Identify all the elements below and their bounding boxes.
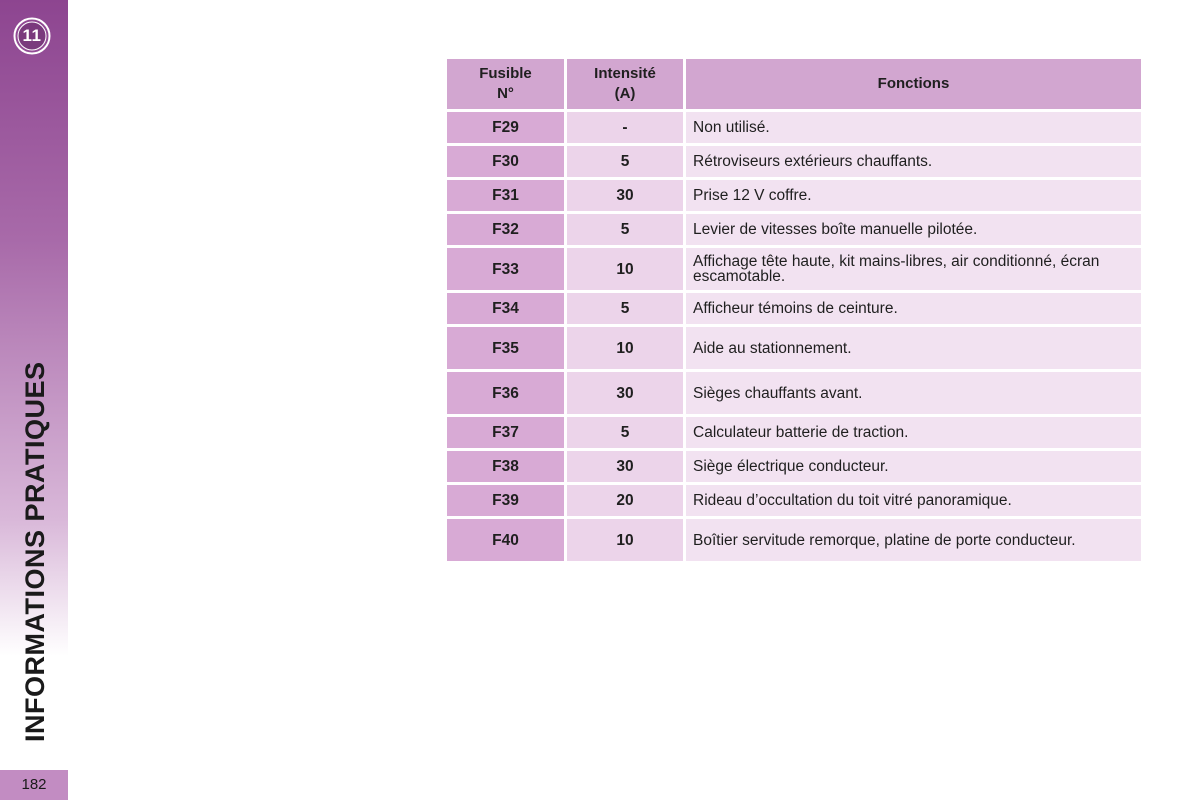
table-row xyxy=(447,372,1141,414)
table-header-row xyxy=(447,59,1141,109)
fuse-number-cell: F29 xyxy=(447,112,564,143)
table-row xyxy=(447,112,1141,143)
table-row xyxy=(447,293,1141,324)
fuse-number-cell: F33 xyxy=(447,248,564,290)
intensity-cell: 30 xyxy=(567,372,683,414)
fuse-number-cell: F30 xyxy=(447,146,564,177)
chapter-title: INFORMATIONS PRATIQUES xyxy=(20,361,50,742)
intensity-cell: 10 xyxy=(567,519,683,561)
intensity-cell: 30 xyxy=(567,451,683,482)
function-cell: Siège électrique conducteur. xyxy=(686,451,1141,482)
function-cell: Afficheur témoins de ceinture. xyxy=(686,293,1141,324)
intensity-cell: 5 xyxy=(567,417,683,448)
fuse-number-cell: F36 xyxy=(447,372,564,414)
fuse-number-cell: F31 xyxy=(447,180,564,211)
fuse-number-cell: F35 xyxy=(447,327,564,369)
function-cell: Boîtier servitude remorque, platine de porte conducteur. xyxy=(686,519,1141,561)
header-fuse-line2: N° xyxy=(497,85,514,102)
header-intensity xyxy=(567,59,683,109)
header-fuse-number xyxy=(447,59,564,109)
intensity-cell: 5 xyxy=(567,214,683,245)
function-cell: Rideau d’occultation du toit vitré panoramique. xyxy=(686,485,1141,516)
table-row xyxy=(447,248,1141,290)
intensity-cell: 10 xyxy=(567,327,683,369)
function-cell: Non utilisé. xyxy=(686,112,1141,143)
fuse-number-cell: F32 xyxy=(447,214,564,245)
table-row xyxy=(447,451,1141,482)
table-row xyxy=(447,214,1141,245)
header-amp-line1: Intensité xyxy=(594,65,656,82)
fuse-number-cell: F39 xyxy=(447,485,564,516)
table-row xyxy=(447,485,1141,516)
table-row xyxy=(447,327,1141,369)
function-cell: Sièges chauffants avant. xyxy=(686,372,1141,414)
chapter-badge xyxy=(12,16,52,56)
fuse-number-cell: F38 xyxy=(447,451,564,482)
page-number: 182 xyxy=(0,770,68,800)
function-cell: Prise 12 V coffre. xyxy=(686,180,1141,211)
intensity-cell: - xyxy=(567,112,683,143)
chapter-number: 11 xyxy=(22,26,42,45)
fuse-number-cell: F34 xyxy=(447,293,564,324)
intensity-cell: 20 xyxy=(567,485,683,516)
intensity-cell: 10 xyxy=(567,248,683,290)
function-cell: Levier de vitesses boîte manuelle pilotée. xyxy=(686,214,1141,245)
chapter-sidebar xyxy=(0,0,68,800)
fuse-number-cell: F40 xyxy=(447,519,564,561)
function-cell: Affichage tête haute, kit mains-libres, air conditionné, écran escamotable. xyxy=(686,248,1141,290)
function-cell: Aide au stationnement. xyxy=(686,327,1141,369)
table-row xyxy=(447,519,1141,561)
table-row xyxy=(447,180,1141,211)
header-amp-line2: (A) xyxy=(614,85,636,102)
fuse-table xyxy=(444,56,1144,564)
table-row xyxy=(447,146,1141,177)
header-functions: Fonctions xyxy=(686,59,1141,109)
intensity-cell: 5 xyxy=(567,293,683,324)
function-cell: Calculateur batterie de traction. xyxy=(686,417,1141,448)
table-row xyxy=(447,417,1141,448)
intensity-cell: 5 xyxy=(567,146,683,177)
header-fuse-line1: Fusible xyxy=(479,65,532,82)
function-cell: Rétroviseurs extérieurs chauffants. xyxy=(686,146,1141,177)
intensity-cell: 30 xyxy=(567,180,683,211)
fuse-number-cell: F37 xyxy=(447,417,564,448)
